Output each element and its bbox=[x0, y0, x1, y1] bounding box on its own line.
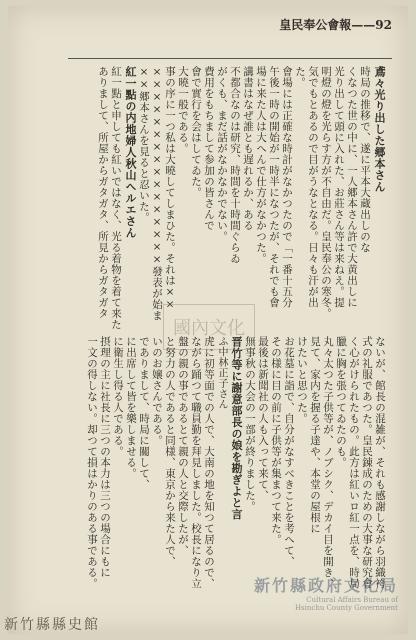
watermark-title: 新竹縣政府文化局 bbox=[253, 576, 398, 595]
text-column: 會場には正確な時計がなかつたので「一番十五分 bbox=[281, 66, 293, 308]
text-column: 明燈の燈を光らす方が不自由だ。皇民奉公の寒冬。 bbox=[320, 66, 332, 319]
text-column: ながら踊つて職員勤を拜見しました。校長になり立 bbox=[190, 336, 202, 589]
document-page bbox=[8, 6, 408, 634]
text-column: に衛生し得る人である。 bbox=[112, 336, 124, 457]
text-column: 時局の推移で、遂に平本大蔵出しのな bbox=[359, 66, 371, 253]
text-column: 午後一時の開始が一時半になつたが、それでも會 bbox=[268, 66, 280, 308]
text-column: 臘に胸を張つてゐたのも。 bbox=[335, 336, 347, 468]
text-column: 無事秋の大会の一部が終りました。 bbox=[244, 336, 256, 512]
text-column: ありまして、所屋からガタガタ、所見からガタガタ bbox=[97, 66, 109, 319]
text-column: 見て、家内を握る子達や、本堂の屋根に bbox=[309, 336, 321, 534]
text-column: でありまして、時局に關して、 bbox=[138, 336, 150, 490]
archive-footer-stamp: 新竹縣縣史館 bbox=[4, 617, 100, 633]
text-column: 大曉一般である。 bbox=[177, 66, 189, 154]
text-column: 費用をもちまして参加の皆さんで bbox=[203, 66, 215, 231]
text-column: た。 bbox=[294, 66, 306, 88]
text-column: 講書はなぜ誰とも遅れるか、ある bbox=[242, 66, 254, 231]
text-column: 事の序に一つ私は大曉してしまひた。それは×× bbox=[164, 66, 176, 311]
text-column: いのお嬢さんである。 bbox=[151, 336, 163, 446]
text-column: 紅一點と申しても紅いではなく、光る着物を着て来た bbox=[110, 66, 122, 330]
text-column: がくも、まだ話がなかなかでない。 bbox=[216, 66, 228, 242]
text-column: 一文の得しない。却つて損はかりのある事である。 bbox=[86, 336, 98, 589]
article-byline: ふ中林正子さん bbox=[216, 336, 227, 410]
text-column: 気でもとあるので目がうなとなる。日々も汗が出 bbox=[307, 66, 319, 308]
text-column: ないが、館長の混雑が、それも感謝しながら羽織袴 bbox=[374, 336, 386, 589]
text-column: ××郷本さんを見ると忍いた。 bbox=[138, 66, 150, 223]
text-column: 場に来た人は大へんで仕方がなかつた。 bbox=[255, 66, 267, 264]
text-column: く心がけられたもの。此方は紅いロ紅一点を、時局 bbox=[348, 336, 360, 589]
watermark-subtitle: Cultural Affairs Bureau of bbox=[306, 596, 398, 604]
header-rule bbox=[68, 58, 392, 59]
text-column: に出席して皆を樂しませる。 bbox=[125, 336, 137, 479]
text-column: 會で實行を会はしてゐた。 bbox=[190, 66, 202, 198]
text-column: くなつた世の中に、一人郷本さん許で大黄出しに bbox=[346, 66, 358, 308]
text-column: お花墓に詣で、自分がなすべきことを考へて、 bbox=[283, 336, 295, 567]
text-column: 盤の親の事であるとて親の人と交際したが、 bbox=[177, 336, 189, 556]
text-column: その様に目の前に子供等が集まつて来た。 bbox=[270, 336, 282, 545]
bottom-section bbox=[26, 336, 386, 596]
text-column: ××××××××××××××××發表が始ま bbox=[151, 66, 163, 321]
text-column: 光り出して頭に入れた、お莊さん等は来ねえ。提 bbox=[333, 66, 345, 308]
page-header: 皇民奉公會報——92 bbox=[279, 18, 392, 32]
text-column: と努力の人であると同様、東京から来た人で、 bbox=[164, 336, 176, 567]
article-title: 紅一點の内地婦人秋山ヘルエさん bbox=[124, 66, 137, 239]
text-column: 虎に初等面での人で、大南の地を知つて居るので、 bbox=[203, 336, 215, 589]
text-column: 最後は新聞社の人も入って来て、 bbox=[257, 336, 269, 501]
article-title: 鳶々光り出した郷本さん bbox=[373, 66, 386, 193]
faded-stamp: 國內文化 bbox=[163, 304, 255, 350]
text-column: 摂理の主に社長に三つの本力は三つの場合にもに bbox=[99, 336, 111, 578]
text-column: 式の礼服であつた。皇民錬成のための大事な研究會 bbox=[361, 336, 373, 589]
watermark-subtitle: Hsinchu County Government bbox=[294, 604, 398, 612]
text-column: 丸々太つた子供等が、ノブシク、デカイ目を開き、 bbox=[322, 336, 334, 589]
text-column: けたいと思つた。 bbox=[296, 336, 308, 424]
text-column: 不都合なのは研究、時間を十時間ぐらゐ bbox=[229, 66, 241, 264]
top-section bbox=[26, 66, 386, 336]
archive-watermark bbox=[254, 573, 398, 612]
article-title: 晋竹等に謝意部長の娘を勘ぎよと言 bbox=[230, 336, 243, 520]
